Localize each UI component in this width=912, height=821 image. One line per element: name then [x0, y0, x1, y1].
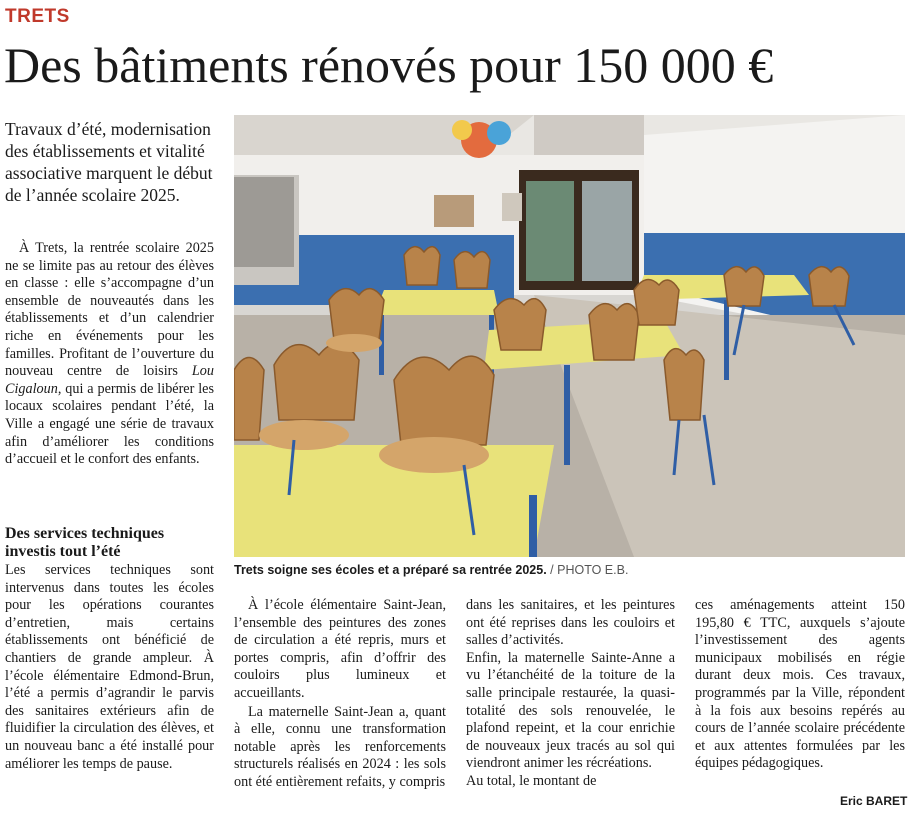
paragraph-1: [5, 240, 214, 469]
paragraph-2: Les services techniques sont intervenus dans toutes les écoles pour les opérations courantes d’entretien, mais certains établissements ont bénéficié de chantiers de grande ampleur. À l’école élémentaire Edmond-Brun, l’été a permis d’agrandir le parvis des sanitaires extérieurs afin de fluidifier la circulation des élèves, et un nouveau banc a été installé pour améliorer les temps de pause.: [5, 562, 214, 772]
centre-name: Lou Cigaloun: [5, 363, 214, 397]
section-kicker: TRETS: [5, 6, 70, 27]
paragraph-6-end: ces aménagements atteint 150 195,80 € TTC, auxquels s’ajoute l’investissement des agents municipaux mobilisés en régie durant deux mois. Ces travaux, programmés par la Ville, répondent à la fois aux besoins repérés au cours de l’année scolaire précédente et aux attentes formulées par les équipes pédagogiques.: [695, 597, 905, 772]
paragraph-6-start: Au total, le montant de: [466, 772, 597, 789]
photo-credit: / PHOTO E.B.: [546, 563, 629, 577]
headline: Des bâtiments rénovés pour 150 000 €: [4, 37, 774, 93]
author-byline: Eric BARET: [840, 794, 908, 808]
article-column-4: [695, 597, 905, 773]
article-photo: [234, 115, 905, 557]
article-column-3: [466, 597, 675, 791]
paragraph-1-start: À Trets, la rentrée scolaire 2025 ne se limite pas au retour des élèves en classe : elle s’accompagne d’un ensemble de nouveautés dans les établissements et d’un calendrier riche en événements pour les familles. Profitant de l’ouverture du nouveau centre de loisirs: [5, 240, 214, 380]
paragraph-4-end: dans les sanitaires, et les peintures ont été reprises dans les couloirs et salles d’activités.: [466, 597, 675, 649]
subheading: Des services techniques investis tout l’été: [5, 525, 165, 560]
caption-text: Trets soigne ses écoles et a préparé sa rentrée 2025.: [234, 563, 547, 577]
paragraph-3: À l’école élémentaire Saint-Jean, l’ensemble des peintures des zones de circulation a été repris, murs et portes compris, afin d’offrir des couloirs plus lumineux et accueillants.: [234, 597, 446, 701]
article-column-1-lower: [5, 562, 214, 773]
paragraph-1-end: , qui a permis de libérer les locaux scolaires pendant l’été, la Ville a engagé une série de travaux afin d’améliorer les conditions d’accueil et le confort des enfants.: [5, 380, 214, 468]
photo-caption: [234, 563, 905, 577]
classroom-photo-illustration: [234, 115, 905, 557]
article-column-2: [234, 597, 446, 792]
article-column-1: [5, 240, 214, 469]
intro-paragraph: Travaux d’été, modernisation des établissements et vitalité associative marquent le début de l’année scolaire 2025.: [5, 119, 213, 205]
paragraph-4-start: La maternelle Saint-Jean a, quant à elle, connu une transformation notable après les renforcements structurels réalisés en 2024 : les sols ont été entièrement refaits, y compris: [234, 703, 446, 790]
paragraph-5: Enfin, la maternelle Sainte-Anne a vu l’étanchéité de la toiture de la salle principale restaurée, la quasi-totalité des sols renouvelée, le plafond repeint, et la cour enrichie de nouveaux jeux tracés au sol qui viendront animer les récréations.: [466, 649, 675, 772]
